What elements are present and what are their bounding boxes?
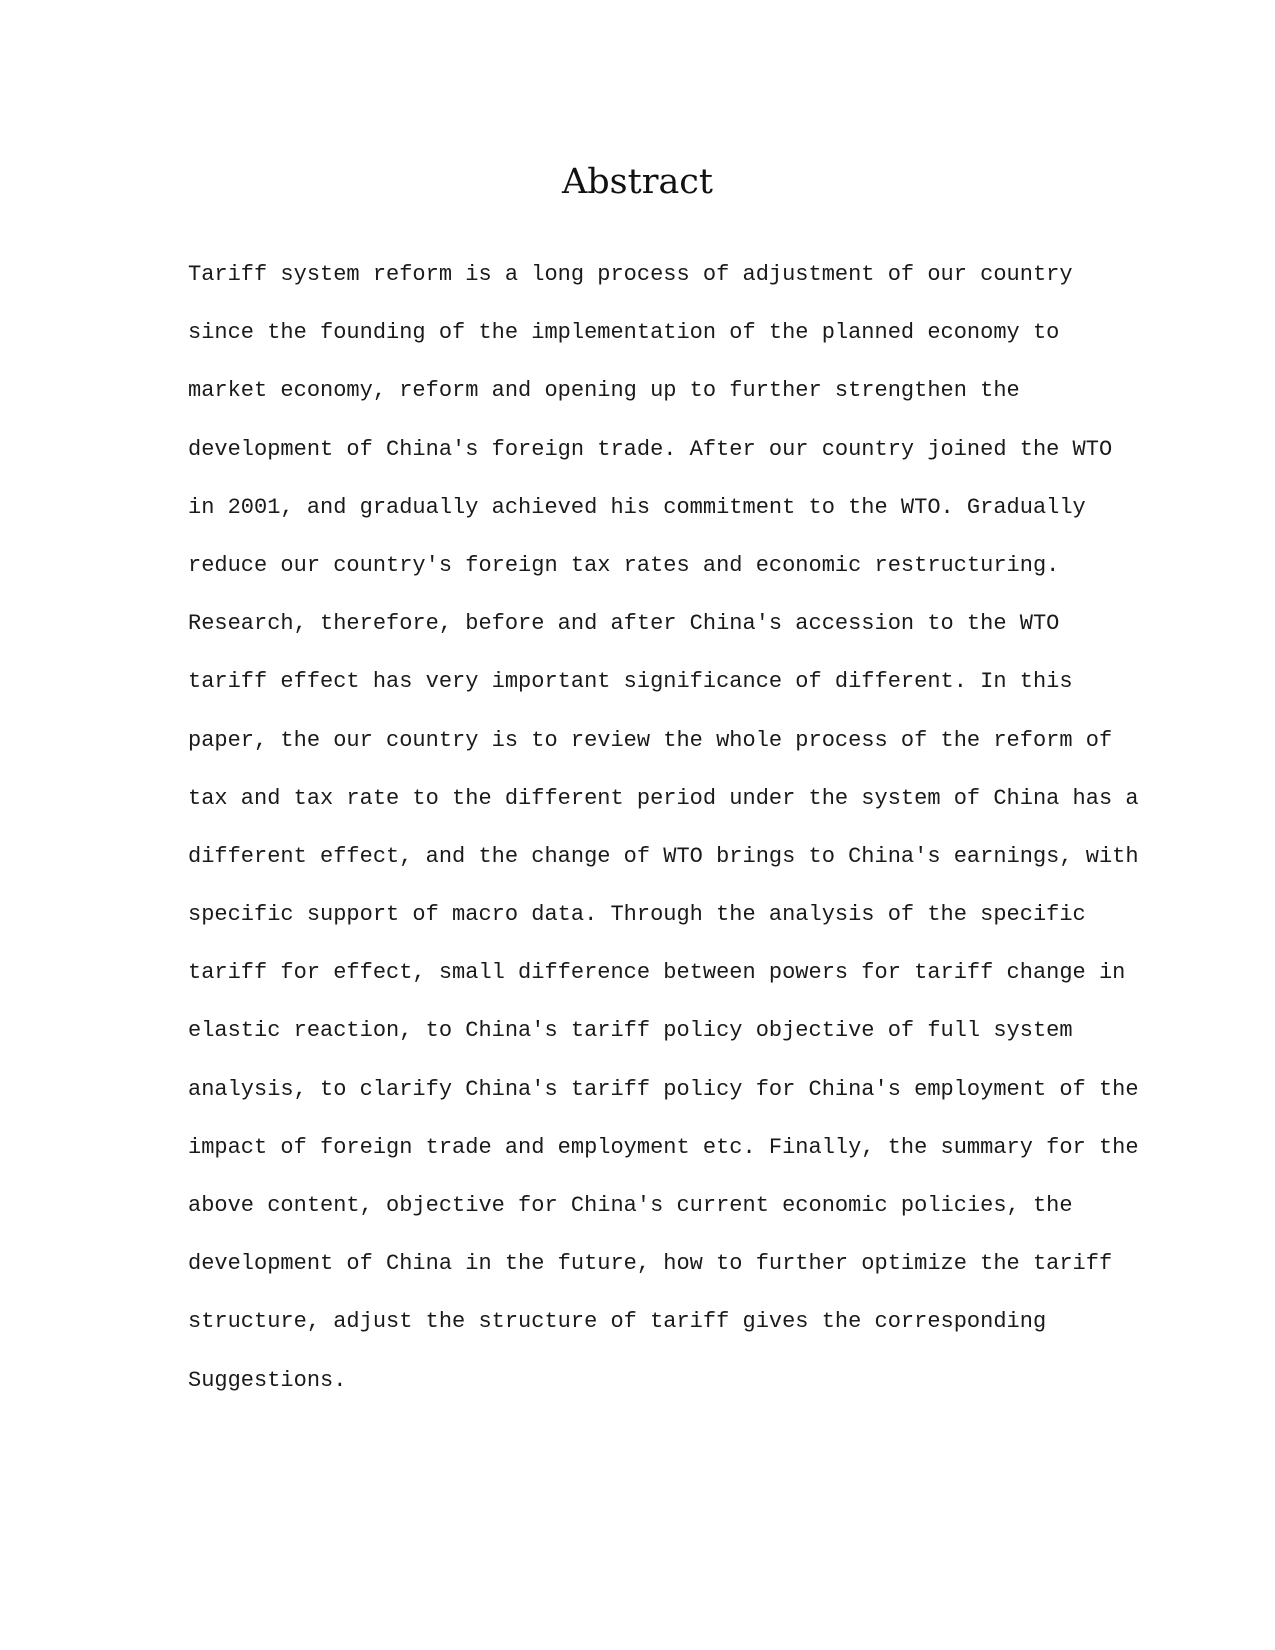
text-line: tax and tax rate to the different period under the system of China has a (188, 785, 1139, 811)
text-line: different effect, and the change of WTO brings to China's earnings, with (188, 843, 1139, 869)
text-line: analysis, to clarify China's tariff policy for China's employment of the (188, 1076, 1139, 1102)
text-line: above content, objective for China's current economic policies, the (188, 1193, 1073, 1218)
page-title: Abstract (562, 162, 713, 202)
text-line: impact of foreign trade and employment etc. Finally, the summary for the (188, 1134, 1139, 1160)
text-line: tariff for effect, small difference between powers for tariff change in (188, 960, 1126, 986)
text-line: since the founding of the implementation of the planned economy to (188, 320, 1060, 346)
text-line: in 2001, and gradually achieved his commitment to the WTO. Gradually (188, 494, 1086, 520)
text-line: elastic reaction, to China's tariff policy objective of full system (188, 1018, 1073, 1044)
text-line: Tariff system reform is a long process of adjustment of our country (188, 262, 1073, 287)
text-line: paper, the our country is to review the whole process of the reform of (188, 727, 1113, 753)
text-line: Suggestions. (188, 1367, 347, 1393)
abstract-body (188, 246, 1139, 1410)
text-line: specific support of macro data. Through the analysis of the specific (188, 902, 1086, 928)
text-line: structure, adjust the structure of tariff gives the corresponding (188, 1309, 1047, 1335)
text-line: development of China's foreign trade. After our country joined the WTO (188, 436, 1113, 462)
text-line: Research, therefore, before and after China's accession to the WTO (188, 611, 1060, 637)
text-line: market economy, reform and opening up to further strengthen the (188, 378, 1020, 404)
text-line: development of China in the future, how to further optimize the tariff (188, 1251, 1113, 1277)
text-line: tariff effect has very important significance of different. In this (188, 669, 1073, 695)
text-line: reduce our country's foreign tax rates and economic restructuring. (188, 552, 1060, 578)
